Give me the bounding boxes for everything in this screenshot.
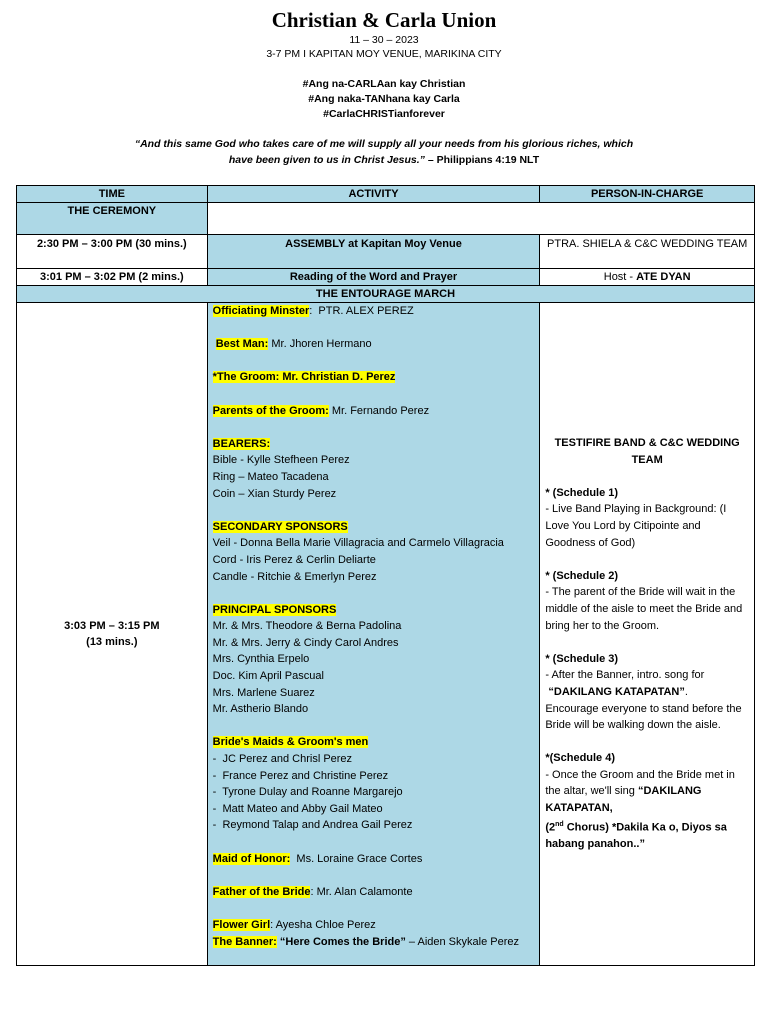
list-item: Mr. & Mrs. Jerry & Cindy Carol Andres bbox=[212, 636, 399, 649]
header-activity: ACTIVITY bbox=[207, 186, 540, 203]
header-time: TIME bbox=[17, 186, 208, 203]
principal-label: PRINCIPAL SPONSORS bbox=[212, 603, 337, 616]
chorus-sup: nd bbox=[555, 820, 564, 828]
list-item: Cord - Iris Perez & Cerlin Deliarte bbox=[212, 553, 376, 566]
document-header bbox=[0, 7, 768, 168]
secondary-label: SECONDARY SPONSORS bbox=[212, 520, 348, 533]
person-cell bbox=[540, 269, 755, 286]
schedule-text: - After the Banner, intro. song for bbox=[545, 669, 705, 682]
list-item: Ring – Mateo Tacadena bbox=[212, 470, 329, 483]
song-title: “DAKILANG KATAPATAN” bbox=[548, 685, 685, 698]
list-item: Candle - Ritchie & Emerlyn Perez bbox=[212, 570, 377, 583]
banner-value: – Aiden Skykale Perez bbox=[408, 935, 519, 948]
list-item: Mrs. Cynthia Erpelo bbox=[212, 653, 310, 666]
schedule-title: * (Schedule 3) bbox=[545, 652, 619, 665]
list-item: Mr. Astherio Blando bbox=[212, 703, 309, 716]
verse-text: “And this same God who takes care of me will supply all your needs from his glorious riches, which have been given to us in Christ Jesus.” bbox=[134, 138, 634, 166]
chorus-num: (2 bbox=[545, 821, 556, 834]
list-item: Veil - Donna Bella Marie Villagracia and Carmelo Villagracia bbox=[212, 537, 504, 550]
schedule-title: * (Schedule 2) bbox=[545, 569, 619, 582]
schedule-text: - The parent of the Bride will wait in the middle of the aisle to meet the Bride and bring her to the Groom. bbox=[545, 586, 743, 632]
hashtag: #Ang naka-TANhana kay Carla bbox=[308, 93, 460, 105]
table-row bbox=[17, 303, 755, 966]
table-row bbox=[17, 269, 755, 286]
list-item: Coin – Xian Sturdy Perez bbox=[212, 487, 337, 500]
event-venue: 3-7 PM I KAPITAN MOY VENUE, MARIKINA CITY bbox=[266, 48, 502, 60]
list-item: Mr. & Mrs. Theodore & Berna Padolina bbox=[212, 620, 402, 633]
hashtags bbox=[0, 77, 768, 122]
bible-verse bbox=[124, 136, 644, 168]
parents-label: Parents of the Groom: bbox=[212, 404, 329, 417]
table-row bbox=[17, 203, 755, 235]
flower-label: Flower Girl bbox=[212, 918, 271, 931]
schedule-text: - Once the Groom and the Bride met in the altar, we'll sing bbox=[545, 768, 735, 798]
flower-value: : Ayesha Chloe Perez bbox=[270, 918, 376, 931]
schedule-text: Encourage everyone to stand before the Bride will be walking down the aisle. bbox=[545, 702, 742, 732]
list-item: Doc. Kim April Pascual bbox=[212, 670, 324, 683]
best-man-label: Best Man: bbox=[215, 338, 269, 351]
person-in-charge-notes: TESTIFIRE BAND & C&C WEDDING TEAM * (Schedule 1) - Live Band Playing in Background: (I Love You Lord by Citipointe and Goodness of God) * (Schedule 2) - The parent of the Bride will wait in the middle of the aisle to meet the Bride and bring her to the Groom. * (Schedule 3) - After the Banner, intro. song for “DAKILANG KATAPATAN”. Encourage everyone to stand before the Bride will be walking down the aisle. *(Schedule 4) - Once the Groom and the Bride met in the altar, we'll sing “DAKILANG KATAPATAN, (2nd Chorus) *Dakila Ka o, Diyos sa habang panahon..” bbox=[540, 303, 755, 966]
officiating-value: PTR. ALEX PEREZ bbox=[318, 305, 414, 317]
bearers-label: BEARERS: bbox=[212, 437, 271, 450]
list-item: - Reymond Talap and Andrea Gail Perez bbox=[212, 819, 413, 832]
time-cell: 2:30 PM – 3:00 PM (30 mins.) bbox=[17, 235, 208, 269]
time-range: 3:03 PM – 3:15 PM bbox=[64, 620, 160, 632]
empty-cell bbox=[207, 203, 754, 235]
parents-value: Mr. Fernando Perez bbox=[331, 404, 430, 417]
table-row bbox=[17, 286, 755, 303]
officiating-label: Officiating Minster bbox=[212, 305, 310, 317]
table-row bbox=[17, 235, 755, 269]
schedule-table bbox=[16, 185, 755, 966]
schedule-text: - Live Band Playing in Background: (I Love You Lord by Citipointe and Goodness of God) bbox=[545, 503, 727, 549]
maids-label: Bride's Maids & Groom's men bbox=[212, 736, 369, 749]
entourage-list: Officiating Minster: PTR. ALEX PEREZ Best Man: Mr. Jhoren Hermano *The Groom: Mr. Christian D. Perez Parents of the Groom: Mr. Fernando Perez BEARERS: Bible - Kylle Stefheen Perez Ring – Mateo Tacadena Coin – Xian Sturdy Perez SECONDARY SPONSORS Veil - Donna Bella Marie Villagracia and Carmelo Villagracia Cord - Iris Perez & Cerlin Deliarte Candle - Ritchie & Emerlyn Perez PRINCIPAL SPONSORS Mr. & Mrs. Theodore & Berna Padolina Mr. & Mrs. Jerry & Cindy Carol Andres Mrs. Cynthia Erpelo Doc. Kim April Pascual Mrs. Marlene Suarez Mr. Astherio Blando Bride's Maids & Groom's men - JC Perez and Chrisl Perez - France Perez and Christine Perez - Tyrone Dulay and Roanne Margarejo - Matt Mateo and Abby Gail Mateo - Reymond Talap and Andrea Gail Perez Maid of Honor: Ms. Loraine Grace Cortes Father of the Bride: Mr. Alan Calamonte Flower Girl: Ayesha Chloe Perez The Banner: “Here Comes the Bride” – Aiden Skykale Perez bbox=[207, 303, 540, 966]
list-item: Bible - Kylle Stefheen Perez bbox=[212, 454, 350, 467]
host-prefix: Host - bbox=[603, 271, 637, 283]
activity-cell: Reading of the Word and Prayer bbox=[207, 269, 540, 286]
father-value: : Mr. Alan Calamonte bbox=[310, 885, 413, 898]
list-item: - JC Perez and Chrisl Perez bbox=[212, 753, 353, 766]
hashtag: #Ang na-CARLAan kay Christian bbox=[302, 78, 466, 90]
event-title: Christian & Carla Union bbox=[271, 8, 497, 32]
list-item: - Matt Mateo and Abby Gail Mateo bbox=[212, 802, 383, 815]
entourage-time bbox=[17, 303, 208, 966]
maid-honor-label: Maid of Honor: bbox=[212, 852, 291, 865]
entourage-label: THE ENTOURAGE MARCH bbox=[17, 286, 755, 303]
hashtag: #CarlaCHRISTianforever bbox=[323, 108, 445, 120]
person-cell: PTRA. SHIELA & C&C WEDDING TEAM bbox=[540, 235, 755, 269]
table-header-row bbox=[17, 186, 755, 203]
banner-title: “Here Comes the Bride” bbox=[279, 935, 406, 948]
time-cell: 3:01 PM – 3:02 PM (2 mins.) bbox=[17, 269, 208, 286]
schedule-title: *(Schedule 4) bbox=[545, 752, 616, 765]
maid-honor-value: Ms. Loraine Grace Cortes bbox=[296, 852, 423, 865]
best-man-value: Mr. Jhoren Hermano bbox=[271, 338, 372, 351]
header-person: PERSON-IN-CHARGE bbox=[540, 186, 755, 203]
groom-label: *The Groom: Mr. Christian D. Perez bbox=[212, 371, 396, 384]
verse-reference: – Philippians 4:19 NLT bbox=[427, 154, 540, 166]
activity-cell: ASSEMBLY at Kapitan Moy Venue bbox=[207, 235, 540, 269]
host-name: ATE DYAN bbox=[636, 271, 691, 283]
event-date: 11 – 30 – 2023 bbox=[349, 34, 419, 46]
list-item: - France Perez and Christine Perez bbox=[212, 769, 389, 782]
time-duration: (13 mins.) bbox=[86, 636, 138, 648]
chorus-text: Chorus) *Dakila Ka o, Diyos sa habang panahon..” bbox=[545, 821, 727, 850]
team-name: TESTIFIRE BAND & C&C WEDDING TEAM bbox=[554, 437, 740, 466]
ceremony-label: THE CEREMONY bbox=[17, 203, 208, 235]
list-item: Mrs. Marlene Suarez bbox=[212, 686, 315, 699]
father-label: Father of the Bride bbox=[212, 885, 311, 898]
list-item: - Tyrone Dulay and Roanne Margarejo bbox=[212, 786, 403, 799]
schedule-title: * (Schedule 1) bbox=[545, 486, 619, 499]
banner-label: The Banner: bbox=[212, 935, 277, 948]
song-title: “DAKILANG KATAPATAN, bbox=[545, 785, 702, 815]
